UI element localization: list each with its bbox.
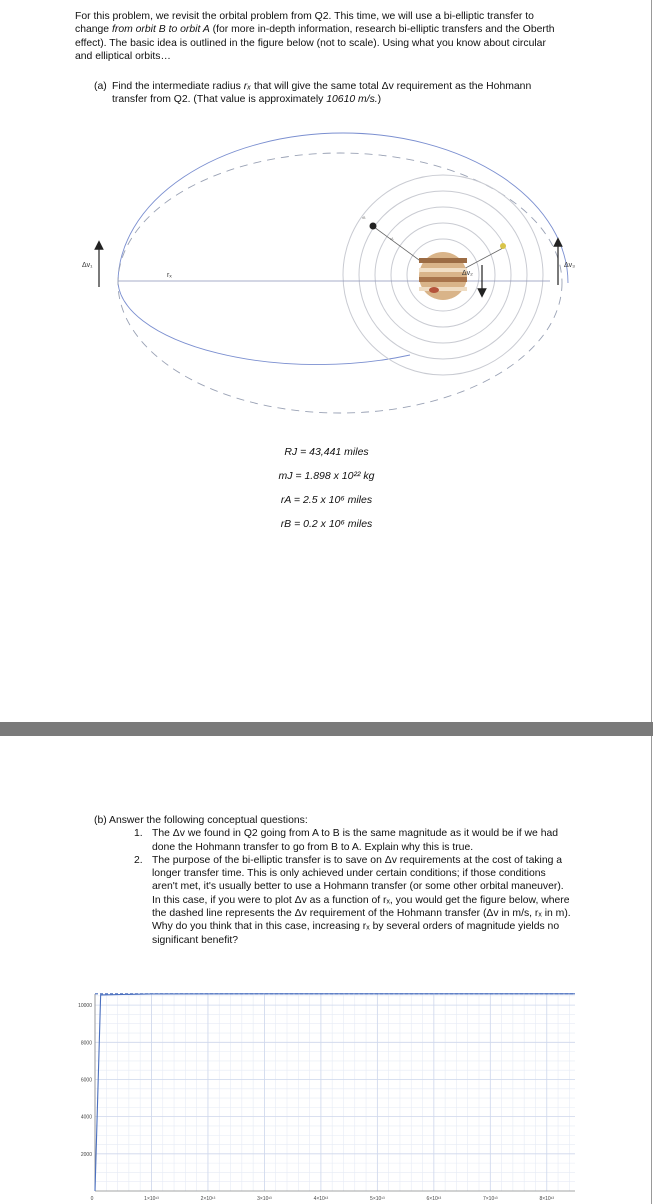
- bi-elliptic-transfer-figure: [60, 115, 600, 440]
- dv2-label: Δv₂: [462, 270, 473, 277]
- intro-text-2: (for more in-depth information, research bi-elliptic transfers and the Oberth effect). The basic idea is outlined in the figure below (not to scale). Using what you know about circular and elliptical orbits…: [75, 24, 555, 62]
- question-a: [94, 80, 549, 107]
- given-rj: RJ = 43,441 miles: [284, 446, 369, 458]
- x-tick-label: 5×10¹³: [370, 1196, 385, 1202]
- y-tick-label: 4000: [80, 1114, 92, 1121]
- y-tick-label: 2000: [80, 1151, 92, 1158]
- question-b-list: [94, 827, 574, 947]
- question-a-text: Find the intermediate radius rₓ that will give the same total Δv requirement as the Hohmann transfer from Q2. (That value is approximately 10610 m/s.): [112, 81, 532, 106]
- intro-text-1: For this problem, we revisit the orbital problem from Q2. This time, we will use a bi-elliptic transfer to change: [75, 11, 534, 36]
- y-tick-label: 6000: [80, 1077, 92, 1084]
- jupiter-icon: [419, 252, 467, 300]
- x-tick-label: 3×10¹³: [257, 1196, 272, 1202]
- given-rb: rB = 0.2 x 10⁶ miles: [280, 518, 373, 530]
- question-b-item-1: 1. The Δv we found in Q2 going from A to B is the same magnitude as it would be if we had done the Hohmann transfer to go from B to A. Explain why this is true.: [134, 828, 559, 853]
- y-tick-label: 10000: [78, 1003, 92, 1010]
- rx-label: rₓ: [167, 272, 172, 279]
- x-tick-label: 4×10¹³: [313, 1196, 329, 1202]
- transfer-ellipse-2: [118, 153, 562, 413]
- x-tick-label: 7×10¹³: [482, 1196, 498, 1202]
- transfer-ellipse-1-lower: [118, 283, 410, 365]
- question-a-label: (a): [94, 81, 107, 92]
- intro-paragraph: [75, 10, 565, 63]
- ra-small-label: rA: [390, 237, 394, 241]
- x-tick-label: 2×10¹³: [200, 1196, 216, 1202]
- delta-v-chart: [60, 986, 580, 1204]
- transfer-ellipse-1: [118, 133, 568, 283]
- rb-small-label: rB: [362, 216, 366, 220]
- document-page-2: [0, 736, 652, 1204]
- chart-series: [95, 994, 575, 1191]
- chart-minor-grid: [95, 994, 575, 1191]
- dv3-label: Δv₃: [564, 262, 576, 269]
- y-tick-label: 8000: [80, 1040, 92, 1047]
- given-mj: mJ = 1.898 x 10²² kg: [278, 470, 375, 482]
- question-b: [94, 814, 574, 947]
- question-b-label: (b) Answer the following conceptual questions:: [94, 815, 308, 826]
- dv1-label: Δv₁: [82, 262, 93, 269]
- satellite-b-icon: [370, 223, 377, 230]
- satellite-a-icon: [500, 243, 506, 249]
- x-tick-label: 8×10¹³: [539, 1196, 555, 1202]
- chart-y-ticks: [78, 1003, 92, 1158]
- bielliptic-curve: [95, 994, 575, 1191]
- x-tick-label: 0: [90, 1196, 94, 1202]
- x-tick-label: 6×10¹³: [426, 1196, 442, 1202]
- chart-x-ticks: [91, 1196, 555, 1202]
- given-ra: rA = 2.5 x 10⁶ miles: [280, 494, 373, 506]
- question-b-item-2: 2. The purpose of the bi-elliptic transfer is to save on Δv requirements at the cost of taking a longer transfer time. This is only achieved under certain conditions; if those conditions aren't met, it's usually better to use a Hohmann transfer (or some other orbital maneuver). In this case, if you were to plot Δv as a function of rₓ, you would get the figure below, where the dashed line represents the Δv requirement of the Hohmann transfer (Δv in m/s, rₓ in m). Why do you think that in this case, increasing rₓ by several orders of magnitude yields no significant benefit?: [134, 854, 571, 946]
- page-separator: [0, 722, 653, 736]
- x-tick-label: 1×10¹³: [144, 1196, 159, 1202]
- intro-text-italic: from orbit B to orbit A: [111, 24, 210, 36]
